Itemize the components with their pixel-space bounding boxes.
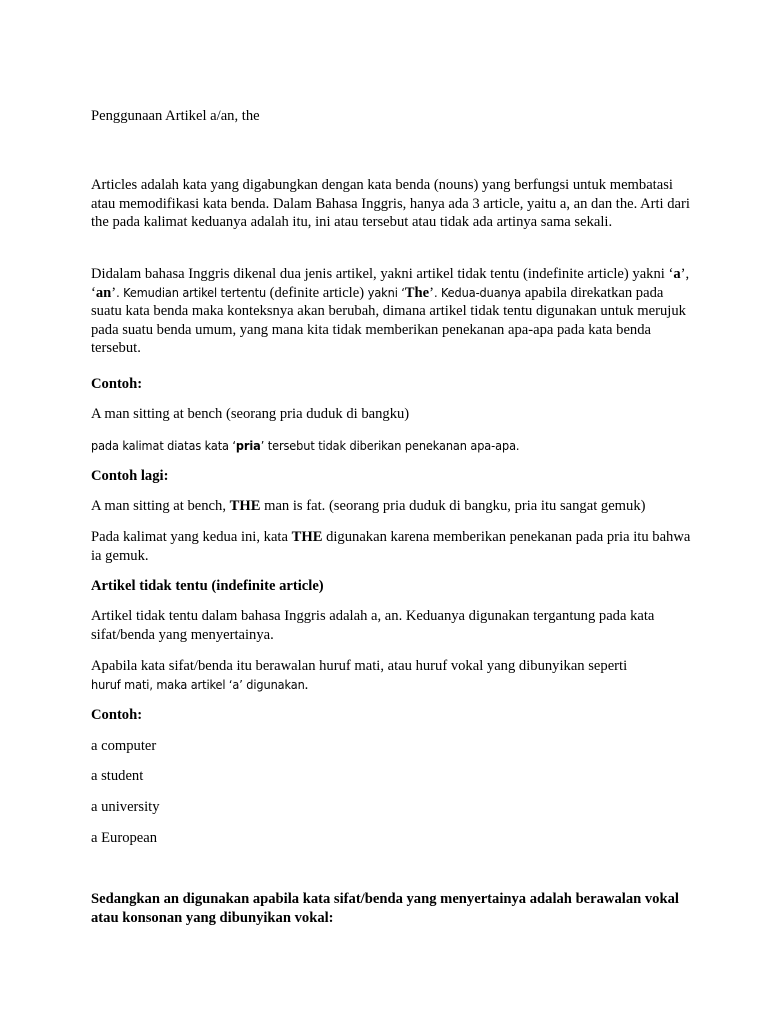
paragraph-text: huruf mati, maka artikel ‘a’ digunakan	[91, 676, 305, 692]
list-item: a computer	[91, 738, 157, 754]
article-the: The	[404, 284, 430, 301]
document-title: Penggunaan Artikel a/an, the	[91, 108, 260, 124]
para2-text: ’, ‘	[91, 266, 690, 301]
paragraph-text: .	[304, 676, 309, 693]
para2-text: yakni ‘	[367, 284, 405, 300]
note-emphasis: pria	[235, 438, 261, 453]
list-item: a student	[91, 768, 144, 784]
intro-paragraph: Articles adalah kata yang digabungkan dengan kata benda (nouns) yang berfungsi untuk membatasi atau memodifikasi kata benda. Dalam Bahasa Inggris, hanya ada 3 article, yaitu a, an dan the. Arti dari the pada kalimat keduanya adalah itu, ini atau tersebut atau tidak ada artinya sama sekali.	[91, 177, 690, 231]
closing-paragraph: Sedangkan an digunakan apabila kata sifat/benda yang menyertainya adalah berawalan vokal atau konsonan yang dibunyikan vokal:	[91, 891, 679, 926]
example-sentence-2	[91, 497, 691, 516]
article-a: a	[673, 266, 681, 282]
note-text: digunakan karena memberikan penekanan pada pria itu bahwa ia gemuk.	[91, 529, 691, 564]
para2-text: . Kemudian artikel tertentu	[116, 284, 267, 300]
list-item: a university	[91, 799, 160, 815]
para2-text: . Kedua-duanya	[433, 284, 522, 300]
article-an: an	[95, 284, 112, 301]
contoh-heading: Contoh:	[91, 376, 143, 392]
para2-text: apabila direkatkan pada suatu kata benda maka konteksnya akan berubah, dimana artikel tidak tentu digunakan untuk merujuk pada suatu benda umum, yang mana kita tidak memberikan penekanan apa-apa pada kata benda tersebut.	[91, 284, 686, 357]
example-note-2	[91, 528, 691, 565]
note-emphasis: THE	[291, 529, 323, 545]
note-text: pada kalimat diatas kata ‘	[91, 438, 236, 453]
list-item: a European	[91, 830, 158, 846]
paragraph-text: Apabila kata sifat/benda itu berawalan huruf mati, atau huruf vokal yang dibunyikan seperti	[91, 658, 628, 674]
contoh-lagi-heading: Contoh lagi:	[91, 468, 169, 484]
sentence-text: man is fat. (seorang pria duduk di bangku, pria itu sangat gemuk)	[260, 498, 646, 514]
para2-text: Didalam bahasa Inggris dikenal dua jenis artikel, yakni artikel tidak tentu (indefinite article) yakni ‘	[91, 266, 674, 282]
para2-text: ’	[429, 284, 434, 301]
note-text: Pada kalimat yang kedua ini, kata	[91, 529, 292, 545]
para2-text: ’	[111, 284, 117, 301]
example-note	[91, 437, 691, 456]
section-heading-indefinite: Artikel tidak tentu (indefinite article)	[91, 578, 324, 594]
indefinite-paragraph-1: Artikel tidak tentu dalam bahasa Inggris adalah a, an. Keduanya digunakan tergantung pada kata sifat/benda yang menyertainya.	[91, 608, 655, 643]
articles-types-paragraph	[91, 265, 691, 358]
para2-text: (definite article)	[266, 284, 368, 301]
example-sentence: A man sitting at bench (seorang pria duduk di bangku)	[91, 406, 410, 422]
sentence-emphasis: THE	[229, 498, 261, 514]
note-text: ’ tersebut tidak diberikan penekanan apa-apa.	[260, 438, 520, 453]
indefinite-paragraph-2	[91, 657, 691, 694]
contoh-heading-2: Contoh:	[91, 707, 143, 723]
sentence-text: A man sitting at bench,	[91, 498, 230, 514]
